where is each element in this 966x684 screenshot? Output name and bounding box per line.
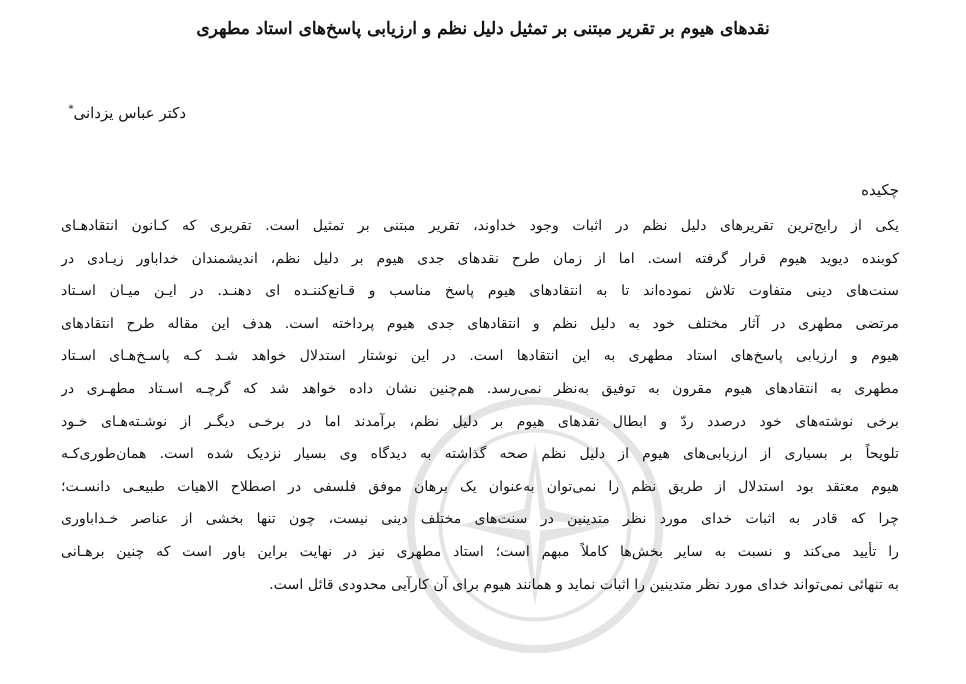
abstract-line: برخی نوشته‌های خود درصدد ردّ و ابطال نقدهای هیوم بر دلیل نظم، برآمدند اما در برخـی دیگـر از نوشـته‌هـای خـود <box>61 413 899 430</box>
abstract-heading: چکیده <box>861 181 899 199</box>
author-name <box>69 96 187 127</box>
abstract-line: مرتضی مطهری در آثار مختلف خود به دلیل نظم و انتقادهای جدی هیوم پرداخته است. هدف این مقاله طرح انتقادهای <box>61 315 899 332</box>
abstract-line: را تأیید می‌کند و نسبت به سایر بخش‌ها کاملاً مبهم است؛ استاد مطهری نیز در نهایت براین باور است که چنین برهـانی <box>61 543 899 560</box>
abstract-line: یکی از رایج‌ترین تقریرهای دلیل نظم در اثبات وجود خداوند، تقریر مبتنی بر تمثیل است. تقریری که کـانون انتقادهـای <box>61 218 899 234</box>
author-name-text: دکتر عباس یزدانی <box>73 104 186 122</box>
author-footnote-mark: * <box>68 104 74 115</box>
abstract-line: هیوم معتقد بود استدلال از طریق نظم را نمی‌توان به‌عنوان یک برهان موفق فلسفی در اصطلاح الاهیات طبیعـی دانسـت؛ <box>61 478 899 495</box>
article-title: نقدهای هیوم بر تقریر مبتنی بر تمثیل دلیل نظم و ارزیابی پاسخ‌های استاد مطهری <box>196 19 770 39</box>
abstract-line: چرا که قادر به اثبات خدای مورد نظر متدینین در سنت‌های مختلف دینی نیست، چون تنها بخشی از عناصر خـداباوری <box>61 511 899 528</box>
abstract-line: کوبنده دیوید هیوم قرار گرفته است. اما از زمان طرح نقدهای جدی هیوم بر دلیل نظم، اندیشمندان خداباور زیـادی در <box>61 250 899 267</box>
abstract-line: هیوم و ارزیابی پاسخ‌های استاد مطهری به این انتقادها است. در این نوشتار استدلال خواهد شـد کـه پاسـخ‌هـای اسـتاد <box>61 348 899 365</box>
abstract-line: تلویحاً بر بسیاری از ارزیابی‌های هیوم از دلیل نظم صحه گذاشته به دیدگاه وی بسیار نزدیک شده است. همان‌طوری‌کـه <box>61 446 899 463</box>
abstract-line: به تنهائی نمی‌تواند خدای مورد نظر متدینین را اثبات نماید و همانند هیوم برای آن کارآیی محدودی قائل است. <box>269 576 899 593</box>
abstract-body <box>61 210 899 601</box>
abstract-line: مطهری به انتقادهای هیوم مقرون به توفیق به‌نظر نمی‌رسد. هم‌چنین نشان داده خواهد شد که گرچـه اسـتاد مطهـری در <box>61 380 899 397</box>
abstract-line: سنت‌های دینی متفاوت تلاش نموده‌اند تا به انتقادهای هیوم پاسخ مناسب و قـانع‌کننـده ای دهنـد. در ایـن میـان اسـتاد <box>61 283 899 300</box>
